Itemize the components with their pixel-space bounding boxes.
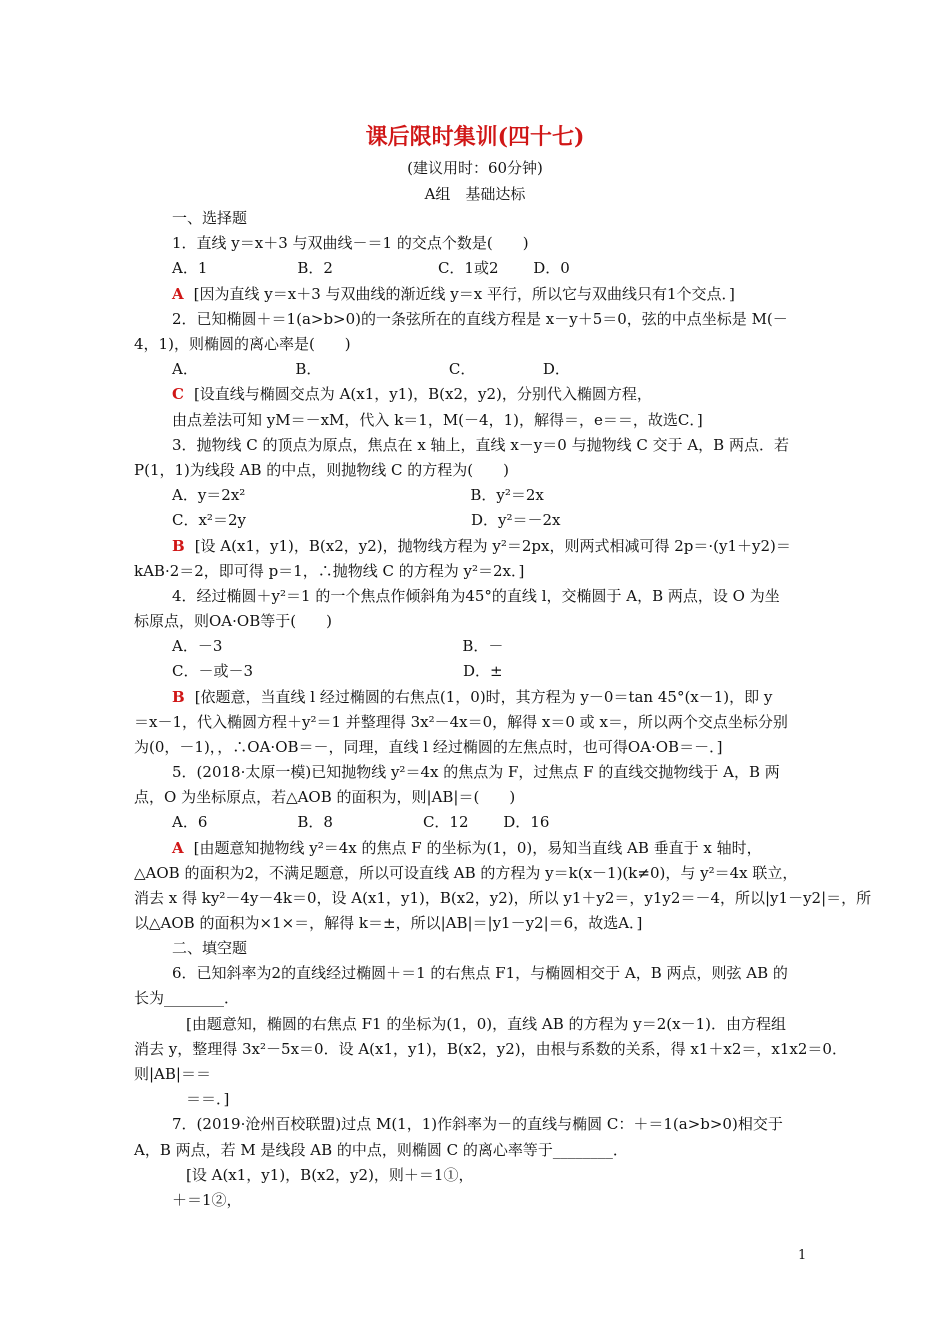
line-text: 为(0，－1)，，∴OA·OB＝－，同理，直线 l 经过椭圆的左焦点时，也可得OA·OB＝－．] [134, 738, 723, 756]
line-text: [设直线与椭圆交点为 A(x1，y1)，B(x2，y2)，分别代入椭圆方程， [193, 385, 652, 403]
line-text: kAB·2＝2，即可得 p＝1，∴抛物线 C 的方程为 y²＝2x．] [134, 562, 525, 580]
text-line [186, 1089, 229, 1109]
line-text: 一、选择题 [172, 209, 248, 227]
text-line [172, 384, 652, 404]
text-line [172, 309, 788, 329]
line-text: ＝x－1，代入椭圆方程＋y²＝1 并整理得 3x²－4x＝0，解得 x＝0 或 x＝，所以两个交点坐标分别 [134, 713, 788, 731]
line-text: C．x²＝2y D．y²＝－2x [172, 511, 561, 529]
text-line [134, 1064, 211, 1084]
line-text: △AOB 的面积为2，不满足题意，所以可设直线 AB 的方程为 y＝k(x－1)(k≠0)，与 y²＝4x 联立， [134, 864, 798, 882]
text-line [172, 636, 503, 656]
text-line [172, 435, 789, 455]
line-text: [由题意知，椭圆的右焦点 F1 的坐标为(1，0)，直线 AB 的方程为 y＝2(x－1)．由方程组 [186, 1015, 787, 1033]
line-text: C．－或－3 D．± [172, 662, 503, 680]
line-text: 二、填空题 [172, 939, 248, 957]
text-line [172, 661, 503, 681]
text-line [172, 687, 772, 707]
text-line [134, 611, 332, 631]
answer-letter: A [172, 839, 184, 857]
answer-letter: B [172, 688, 185, 706]
text-line [172, 1114, 783, 1134]
line-text: P(1，1)为线段 AB 的中点，则抛物线 C 的方程为( ) [134, 461, 509, 479]
text-line [134, 863, 797, 883]
line-text: 7．(2019·沧州百校联盟)过点 M(1，1)作斜率为－的直线与椭圆 C：＋＝1(a>b>0)相交于 [172, 1115, 783, 1133]
page-number: 1 [798, 1248, 807, 1263]
text-line [134, 888, 871, 908]
text-line [134, 334, 351, 354]
line-text: 4，1)，则椭圆的离心率是( ) [134, 335, 351, 353]
text-line [134, 1039, 847, 1059]
text-line [134, 737, 722, 757]
text-line [134, 787, 515, 807]
text-line [172, 762, 780, 782]
line-text: [设 A(x1，y1)，B(x2，y2)，抛物线方程为 y²＝2px，则两式相减可得 2p＝·(y1＋y2)＝ [194, 537, 791, 555]
text-line [134, 712, 788, 732]
suggested-time: (建议用时：60分钟) [407, 159, 543, 177]
text-line [186, 1014, 786, 1034]
text-line [172, 510, 561, 530]
line-text: 消去 y，整理得 3x²－5x＝0．设 A(x1，y1)，B(x2，y2)，由根与系数的关系，得 x1＋x2＝，x1x2＝0． [134, 1040, 847, 1058]
line-text: 1．直线 y＝x＋3 与双曲线－＝1 的交点个数是( ) [172, 234, 529, 252]
text-line [172, 208, 247, 228]
line-text: 3．抛物线 C 的顶点为原点，焦点在 x 轴上，直线 x－y＝0 与抛物线 C 交于 A，B 两点．若 [172, 436, 789, 454]
text-line [134, 561, 524, 581]
line-text: [由题意知抛物线 y²＝4x 的焦点 F 的坐标为(1，0)，易知当直线 AB 垂直于 x 轴时， [193, 839, 762, 857]
line-text: ＋＝1②， [172, 1191, 242, 1209]
line-text: 则|AB|＝＝ [134, 1065, 211, 1083]
text-line [134, 1140, 628, 1160]
text-line [134, 460, 509, 480]
text-line [172, 586, 780, 606]
text-line [172, 938, 247, 958]
line-text: 5．(2018·太原一模)已知抛物线 y²＝4x 的焦点为 F，过焦点 F 的直线交抛物线于 A，B 两 [172, 763, 780, 781]
line-text: [设 A(x1，y1)，B(x2，y2)，则＋＝1①， [186, 1166, 474, 1184]
text-line [172, 233, 529, 253]
line-text: A．1 B．2 C．1或2 D．0 [172, 259, 570, 277]
line-text: 以△AOB 的面积为×1×＝，解得 k＝±，所以|AB|＝|y1－y2|＝6，故选A．] [134, 914, 643, 932]
line-text: 长为________． [134, 989, 240, 1007]
line-text: A，B 两点，若 M 是线段 AB 的中点，则椭圆 C 的离心率等于________． [134, 1141, 628, 1159]
text-line [172, 258, 570, 278]
text-line [186, 1165, 473, 1185]
line-text: 4．经过椭圆＋y²＝1 的一个焦点作倾斜角为45°的直线 l，交椭圆于 A，B 两点，设 O 为坐 [172, 587, 780, 605]
line-text: 标原点，则OA·OB等于( ) [134, 612, 332, 630]
line-text: A．y＝2x² B．y²＝2x [172, 486, 544, 504]
line-text: [因为直线 y＝x＋3 与双曲线的渐近线 y＝x 平行，所以它与双曲线只有1个交点．] [193, 285, 735, 303]
answer-letter: B [172, 537, 185, 555]
page-title: 课后限时集训(四十七) [365, 124, 585, 150]
line-text: 6．已知斜率为2的直线经过椭圆＋＝1 的右焦点 F1，与椭圆相交于 A，B 两点，则弦 AB 的 [172, 964, 788, 982]
line-text: [依题意，当直线 l 经过椭圆的右焦点(1，0)时，其方程为 y－0＝tan 45°(x－1)，即 y [194, 688, 773, 706]
line-text: 由点差法可知 yM＝－xM，代入 k＝1，M(－4，1)，解得＝，e＝＝，故选C．] [172, 411, 703, 429]
answer-letter: C [172, 385, 184, 403]
text-line [172, 536, 791, 556]
line-text: ＝＝．] [186, 1090, 230, 1108]
line-text: A． B． C． D． [172, 360, 570, 378]
text-line [172, 485, 544, 505]
line-text: 消去 x 得 ky²－4y－4k＝0，设 A(x1，y1)，B(x2，y2)，所以 y1＋y2＝，y1y2＝－4，所以|y1－y2|＝，所 [134, 889, 872, 907]
line-text: 2．已知椭圆＋＝1(a>b>0)的一条弦所在的直线方程是 x－y＋5＝0，弦的中点坐标是 M(－ [172, 310, 788, 328]
text-line [172, 410, 703, 430]
text-line [134, 913, 642, 933]
answer-letter: A [172, 285, 184, 303]
text-line [172, 1190, 242, 1210]
text-line [134, 988, 239, 1008]
text-line [172, 359, 570, 379]
text-line [172, 812, 549, 832]
text-line [172, 284, 735, 304]
text-line [172, 963, 788, 983]
line-text: A．6 B．8 C．12 D．16 [172, 813, 550, 831]
text-line [172, 838, 762, 858]
line-text: A．－3 B．－ [172, 637, 504, 655]
group-heading: A组 基础达标 [424, 185, 526, 203]
line-text: 点，O 为坐标原点，若△AOB 的面积为，则|AB|＝( ) [134, 788, 516, 806]
